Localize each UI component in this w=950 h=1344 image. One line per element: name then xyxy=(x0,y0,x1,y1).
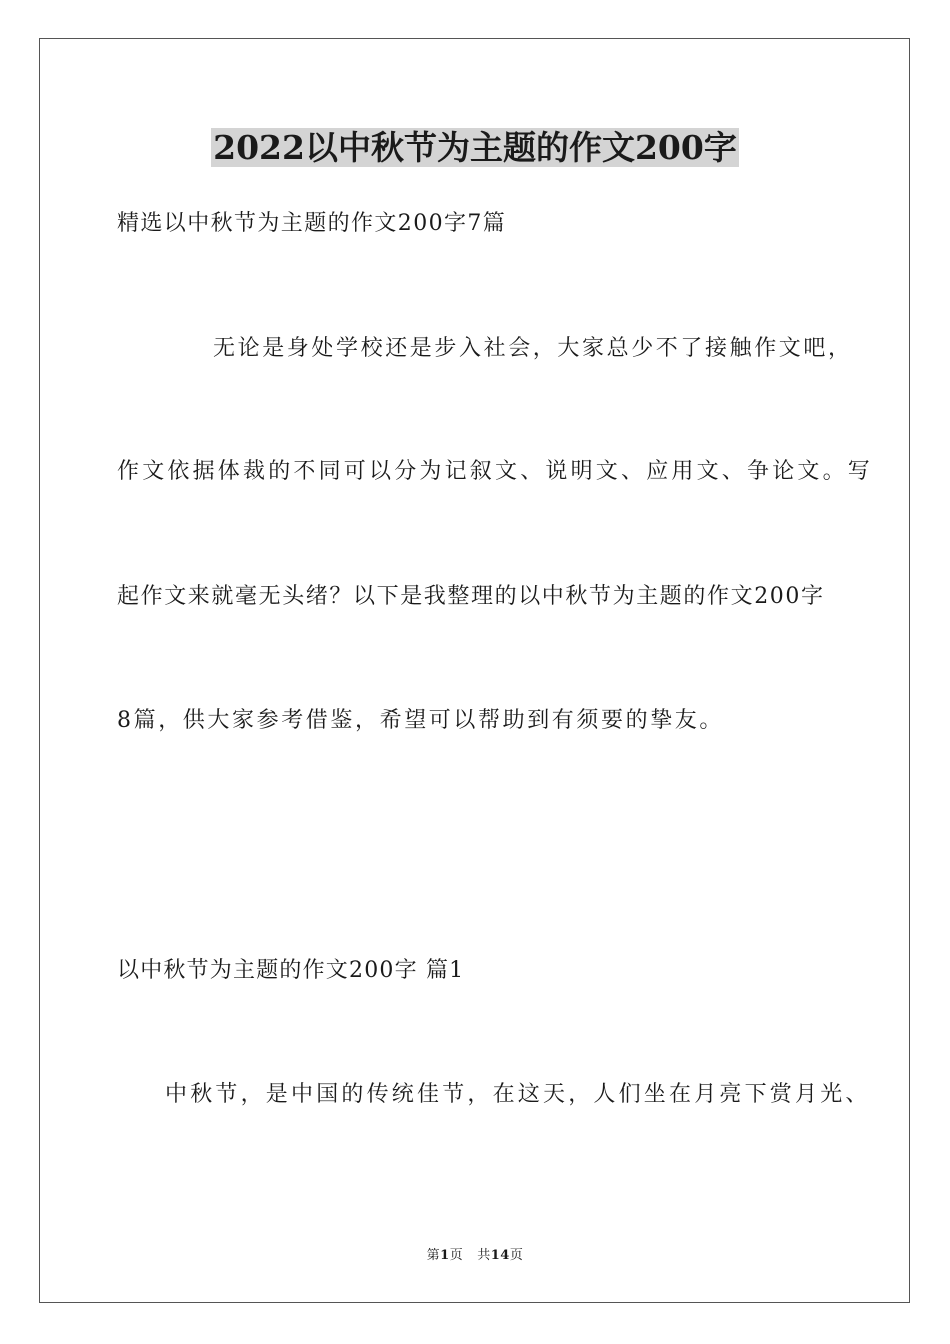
intro-line-4: 8篇，供大家参考借鉴，希望可以帮助到有须要的挚友。 xyxy=(117,708,724,733)
total-prefix: 共 xyxy=(477,1248,491,1263)
intro-line-1: 无论是身处学校还是步入社会，大家总少不了接触作文吧， xyxy=(213,336,853,361)
document-title-text: 2022以中秋节为主题的作文200字 xyxy=(213,128,737,167)
page-number: 1 xyxy=(440,1248,450,1263)
document-subtitle: 精选以中秋节为主题的作文200字7篇 xyxy=(117,211,507,236)
intro-line-2: 作文依据体裁的不同可以分为记叙文、说明文、应用文、争论文。写 xyxy=(117,459,874,484)
intro-line-3: 起作文来就毫无头绪？以下是我整理的以中秋节为主题的作文200字 xyxy=(117,584,825,609)
section-heading: 以中秋节为主题的作文200字 篇1 xyxy=(117,958,465,983)
section-line-1: 中秋节，是中国的传统佳节，在这天，人们坐在月亮下赏月光、 xyxy=(165,1082,871,1107)
total-pages: 14 xyxy=(490,1248,510,1263)
total-suffix: 页 xyxy=(509,1248,524,1263)
page-suffix: 页 xyxy=(449,1248,464,1263)
document-title xyxy=(0,128,950,168)
page-prefix: 第 xyxy=(426,1248,441,1263)
page-footer xyxy=(0,1247,950,1265)
